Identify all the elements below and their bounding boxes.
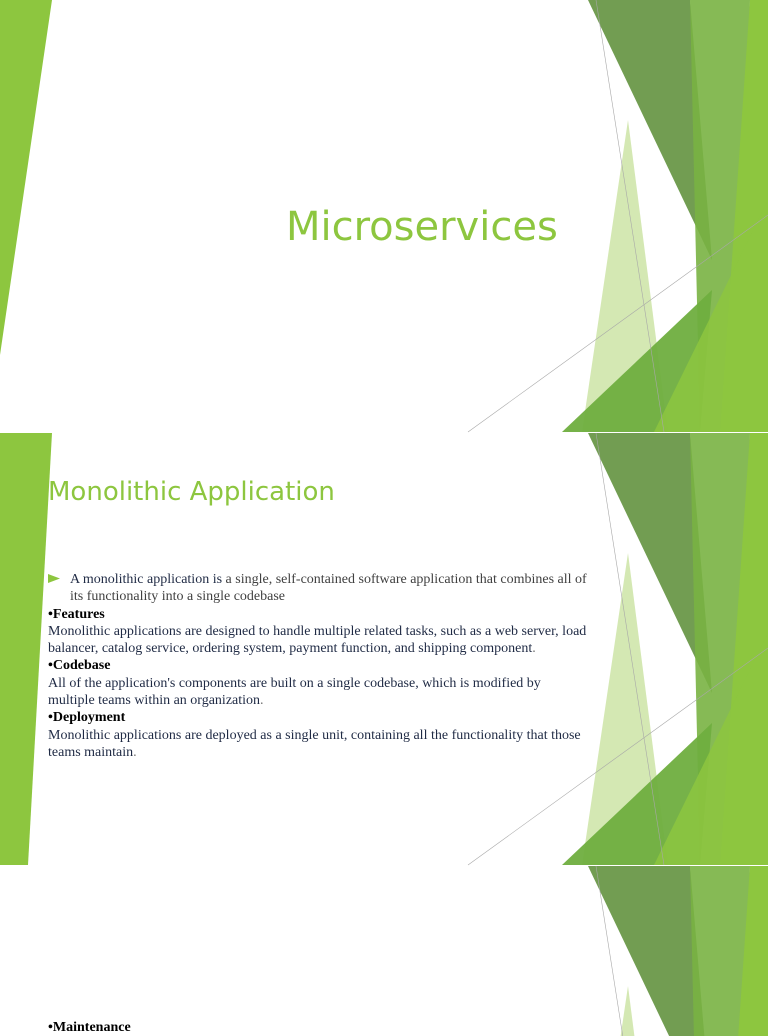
intro-definition: a single, self-contained software application that combines all of its functionality into a single codebase xyxy=(70,572,587,605)
slide-monolithic xyxy=(0,433,768,865)
intro-lead: A monolithic application is xyxy=(70,572,223,587)
features-text: Monolithic applications are designed to handle multiple related tasks, such as a web server, load balancer, catalog service, ordering system, payment function, and shipping component. xyxy=(48,623,587,657)
maintenance-heading: •Maintenance xyxy=(48,1020,131,1035)
codebase-text: All of the application's components are built on a single codebase, which is modified by multiple teams within an organization. xyxy=(48,675,541,709)
intro-bullet xyxy=(48,571,588,606)
slide-body xyxy=(48,571,588,761)
slide-maintenance xyxy=(0,866,768,1035)
codebase-heading: •Codebase xyxy=(48,658,111,674)
slide-title-text: Microservices xyxy=(286,204,558,250)
deployment-text: Monolithic applications are deployed as a single unit, containing all the functionality that those teams maintain. xyxy=(48,727,581,760)
slide-heading: Monolithic Application xyxy=(48,477,335,507)
green-facet-decoration xyxy=(0,866,768,1024)
deployment-heading: •Deployment xyxy=(48,710,126,726)
slide-title xyxy=(0,0,768,432)
arrow-bullet-icon xyxy=(48,574,60,583)
left-green-strip xyxy=(0,0,52,355)
features-heading: •Features xyxy=(48,606,105,622)
left-green-strip xyxy=(0,433,52,865)
